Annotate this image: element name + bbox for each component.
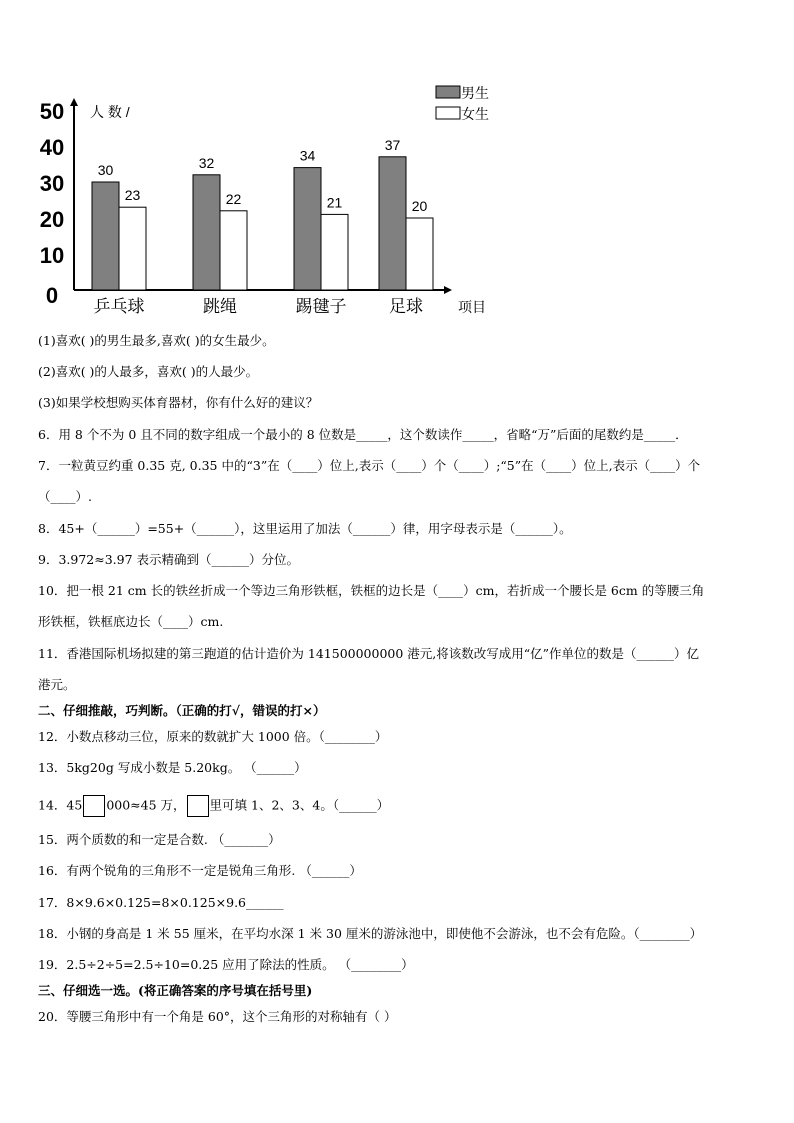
question-17: 17．8×9.6×0.125=8×0.125×9.6______ [38,895,284,910]
y-tick-label: 20 [39,207,65,232]
question-14-part-b: 000≈45 万， [106,797,186,813]
section-3-heading: 三、仔细选一选。(将正确答案的序号填在括号里) [38,983,313,998]
question-14-part-a: 14．45 [38,797,83,813]
bar [321,214,348,290]
x-tick-label: 乒乓球 [93,297,145,316]
bar-chart [30,80,510,324]
y-tick-label: 10 [39,243,65,268]
blank-box [83,795,105,817]
question-11-line-2: 港元。 [38,677,76,692]
y-tick-label: 50 [39,99,65,124]
bar [193,175,220,290]
question-10-line-2: 形铁框，铁框底边长（____）cm. [38,614,224,629]
bar [379,157,406,290]
data-label: 23 [124,187,141,204]
blank-box [187,795,209,817]
bar [119,207,146,290]
y-tick-label: 30 [39,171,65,196]
legend-swatch [436,86,460,98]
section-2-heading: 二、仔细推敲，巧判断。（正确的打√，错误的打×） [38,703,326,718]
question-7-line-1: 7．一粒黄豆约重 0.35 克, 0.35 中的“3”在（____）位上,表示（____）个（____）;“5”在（____）位上,表示（____）个 [38,458,701,473]
x-tick-label: 跳绳 [203,297,237,316]
question-11-line-1: 11．香港国际机场拟建的第三跑道的估计造价为 141500000000 港元,将该数改写成用“亿”作单位的数是（______）亿 [38,646,700,661]
bar [294,168,321,290]
question-10-line-1: 10．把一根 21 cm 长的铁丝折成一个等边三角形铁框，铁框的边长是（____）cm，若折成一个腰长是 6cm 的等腰三角 [38,583,705,598]
data-label: 21 [326,194,343,211]
x-tick-label: 足球 [389,297,423,316]
data-label: 30 [97,162,114,178]
y-axis-label: 人 数 / [90,104,130,120]
y-tick-label: 40 [39,135,65,160]
question-16: 16．有两个锐角的三角形不一定是锐角三角形. （______） [38,863,362,878]
question-15: 15．两个质数的和一定是合数. （_______） [38,832,281,847]
question-3: (3)如果学校想购买体育器材，你有什么好的建议？ [38,395,319,410]
question-12: 12．小数点移动三位，原来的数就扩大 1000 倍。（________） [38,729,388,744]
bar-chart-svg [30,80,510,320]
question-7-line-2: （____）. [38,489,92,504]
legend-label: 男生 [461,85,489,101]
data-label: 32 [198,154,215,171]
bar [220,211,247,290]
legend-swatch [436,107,460,119]
question-1: (1)喜欢( )的男生最多,喜欢( )的女生最少。 [38,333,275,348]
bar [406,218,433,290]
data-label: 34 [299,147,316,164]
y-tick-label: 0 [45,283,59,308]
x-tick-label: 踢毽子 [295,297,347,316]
question-6: 6．用 8 个不为 0 且不同的数字组成一个最小的 8 位数是_____，这个数读作_____，省略“万”后面的尾数约是_____． [38,427,688,442]
question-14-part-c: 里可填 1、2、3、4。（______） [209,797,390,813]
question-18: 18．小钢的身高是 1 米 55 厘米，在平均水深 1 米 30 厘米的游泳池中，即使他不会游泳，也不会有危险。（________） [38,926,703,941]
question-20: 20．等腰三角形中有一个角是 60°，这个三角形的对称轴有（ ） [38,1009,397,1024]
question-2: (2)喜欢( )的人最多，喜欢( )的人最少。 [38,364,259,379]
data-label: 20 [411,198,428,214]
question-13: 13．5kg20g 写成小数是 5.20kg。 （______） [38,760,307,775]
x-axis-label: 项目 [458,299,486,315]
data-label: 37 [384,136,401,153]
legend-label: 女生 [461,106,489,122]
bar [92,182,119,290]
x-axis-arrow [444,286,452,294]
data-label: 22 [225,190,242,207]
question-14 [38,795,389,817]
question-8: 8．45+（______）=55+（______），这里运用了加法（______）律，用字母表示是（______）。 [38,521,572,536]
question-9: 9．3.972≈3.97 表示精确到（______）分位。 [38,552,300,567]
question-19: 19．2.5÷2÷5=2.5÷10=0.25 应用了除法的性质。 （________） [38,957,414,972]
y-axis-arrow [70,98,78,106]
